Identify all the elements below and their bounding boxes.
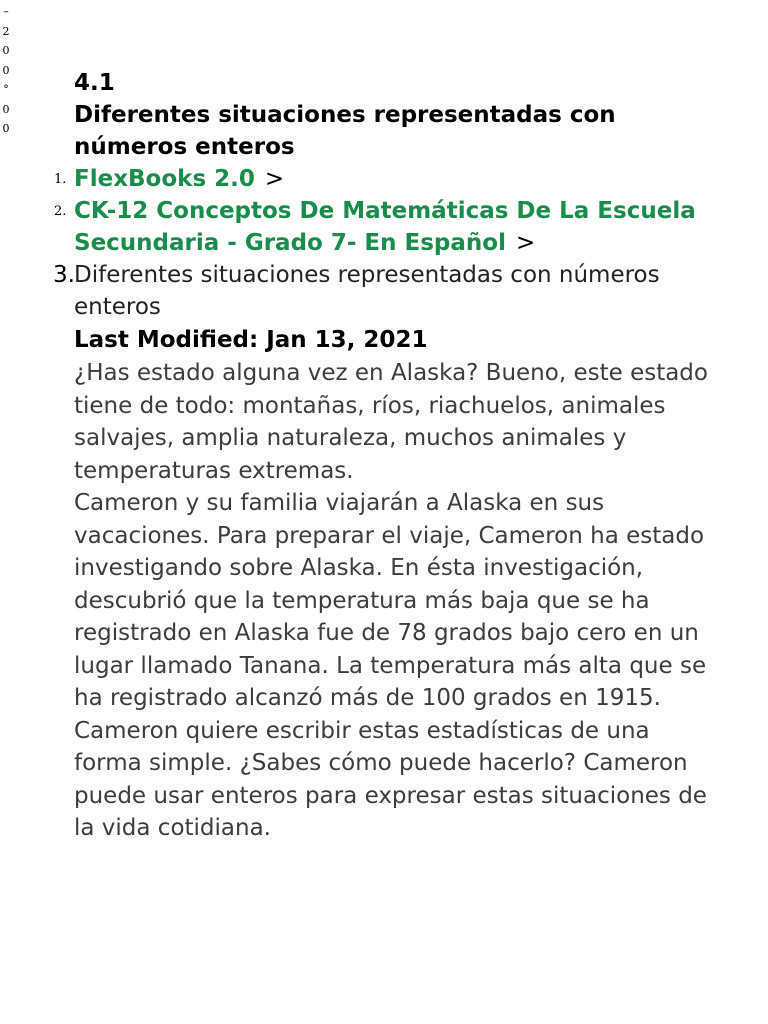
breadcrumb-index: 2. xyxy=(54,204,67,219)
breadcrumb-index: 3. xyxy=(53,262,75,288)
breadcrumb-separator: > xyxy=(515,230,536,256)
last-modified-date: Last Modified: Jan 13, 2021 xyxy=(74,327,428,353)
breadcrumb-link-flexbooks[interactable]: FlexBooks 2.0 xyxy=(74,166,255,192)
section-number: 4.1 xyxy=(74,70,115,96)
breadcrumb-link-book[interactable]: CK-12 Conceptos De Matemáticas De La Escuela Secundaria - Grado 7- En Español xyxy=(74,198,696,256)
side-marker-char: 2 xyxy=(2,24,10,38)
side-marker-char: 0 xyxy=(2,102,10,116)
breadcrumb-item-current xyxy=(53,259,724,323)
side-marker-char: – xyxy=(3,5,9,18)
intro-paragraph: ¿Has estado alguna vez en Alaska? Bueno, este estado tiene de todo: montañas, ríos, riachuelos, animales salvajes, amplia naturaleza, muchos animales y temperaturas extremas. xyxy=(74,360,708,484)
breadcrumb-item-book xyxy=(54,195,724,259)
breadcrumb-separator: > xyxy=(264,166,285,192)
side-marker-char: 0 xyxy=(2,122,10,135)
article-content xyxy=(53,67,724,845)
breadcrumb xyxy=(53,163,724,323)
vertical-side-marker xyxy=(0,2,12,139)
breadcrumb-index: 1. xyxy=(54,172,67,187)
side-marker-char: 0 xyxy=(2,63,10,77)
side-marker-char: 0 xyxy=(2,44,10,57)
breadcrumb-item-flexbooks xyxy=(54,163,724,195)
section-title: Diferentes situaciones representadas con números enteros xyxy=(74,102,616,160)
breadcrumb-current-page: Diferentes situaciones representadas con números enteros xyxy=(74,262,660,320)
body-paragraph: Cameron y su familia viajarán a Alaska en sus vacaciones. Para preparar el viaje, Cameron ha estado investigando sobre Alaska. En ésta investigación, descubrió que la temperatura más baja que se ha registrado en Alaska fue de 78 grados bajo cero en un lugar llamado Tanana. La temperatura más alta que se ha registrado alcanzó más de 100 grados en 1915. Cameron quiere escribir estas estadísticas de una forma simple. ¿Sabes cómo puede hacerlo? Cameron puede usar enteros para expresar estas situaciones de la vida cotidiana. xyxy=(74,490,707,841)
side-marker-char: ° xyxy=(3,83,9,96)
